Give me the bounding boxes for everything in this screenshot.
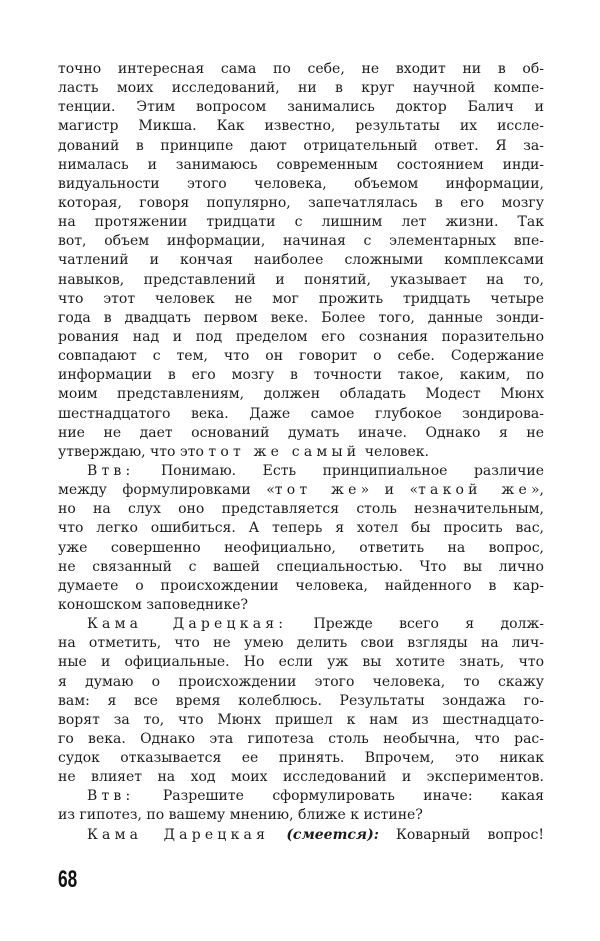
text-run: что этот человек не мог прожить тридцать четыре <box>58 290 544 307</box>
text-run: утверждаю, что это <box>58 443 209 460</box>
text-line <box>58 539 544 558</box>
text-line <box>58 596 544 615</box>
spaced-emphasis: тот же <box>274 482 361 499</box>
text-run: не связанный с вашей специальностью. Что вы лично <box>58 558 544 575</box>
text-run: рования над и под пределом его сознания поразительно <box>58 328 544 345</box>
text-run: судок отказывается ее принять. Впрочем, это никак <box>58 750 544 767</box>
spaced-emphasis: такой же <box>418 482 531 499</box>
text-line <box>58 558 544 577</box>
text-line <box>58 137 544 156</box>
text-run: между формулировками « <box>58 482 275 499</box>
text-run: что легко ошибиться. А теперь я хотел бы просить вас, <box>58 520 544 537</box>
text-line <box>58 730 544 749</box>
text-run: ные и официальные. Но если уж вы хотите знать, что <box>58 654 544 671</box>
text-line <box>58 79 544 98</box>
page-number: 68 <box>58 866 78 893</box>
text-run: ворят за то, что Мюнх пришел к нам из шестнадцато- <box>58 711 544 728</box>
text-run: на отметить, что не умею делить свои взгляды на лич- <box>58 635 544 652</box>
text-run: ние не дает оснований думать иначе. Однако я не <box>58 424 544 441</box>
text-run: из гипотез, по вашему мнению, ближе к истине? <box>58 807 423 824</box>
text-run: уже совершенно неофициально, ответить на вопрос, <box>58 539 544 556</box>
text-line <box>58 366 544 385</box>
text-line <box>58 117 544 136</box>
text-line <box>58 711 544 730</box>
text-line <box>58 481 544 500</box>
text-run: но на слух оно представляется столь незначительным, <box>58 501 544 518</box>
text-run: дований в принципе дают отрицательный ответ. Я за- <box>58 137 544 154</box>
text-run: вот, объем информации, начиная с элементарных впе- <box>58 233 544 250</box>
text-line <box>58 98 544 117</box>
text-line <box>58 309 544 328</box>
text-line <box>58 826 544 845</box>
text-line <box>58 519 544 538</box>
text-line <box>58 290 544 309</box>
spaced-emphasis: Втв: <box>87 788 135 805</box>
text-line <box>58 692 544 711</box>
text-run: », <box>530 482 544 499</box>
text-line <box>58 673 544 692</box>
italic-stage-direction: (смеется): <box>286 826 379 843</box>
text-run: не влияет на ход моих исследований и экспериментов. <box>58 769 544 786</box>
text-run: моим представлениям, должен обладать Модест Мюнх <box>58 386 544 403</box>
text-run: совпадают с тем, что он говорит о себе. Содержание <box>58 348 544 365</box>
text-line <box>58 271 544 290</box>
text-line <box>58 577 544 596</box>
text-run: информации в его мозгу в точности такое, каким, по <box>58 367 544 384</box>
text-run: шестнадцатого века. Даже самое глубокое зондирова- <box>58 405 544 422</box>
text-line <box>58 768 544 787</box>
text-line <box>58 175 544 194</box>
text-run: на протяжении тридцати с лишним лет жизни. Так <box>58 214 544 231</box>
text-line <box>58 749 544 768</box>
text-line <box>58 405 544 424</box>
text-run: точно интересная сама по себе, не входит ни в об- <box>58 61 544 77</box>
text-line <box>58 328 544 347</box>
text-run: Прежде всего я долж- <box>287 616 544 633</box>
text-run: Разрешите сформулировать иначе: какая <box>134 788 544 805</box>
text-run: навыков, представлений и понятий, указывает на то, <box>58 271 544 288</box>
spaced-emphasis: тот же самый <box>208 443 361 460</box>
spaced-emphasis: Кама Дарецкая <box>87 826 270 843</box>
text-run: коношском заповеднике? <box>58 596 249 613</box>
text-run: ласть моих исследований, ни в круг научной компе- <box>58 80 544 97</box>
spaced-emphasis: Втв: <box>87 462 135 479</box>
text-line <box>58 787 544 806</box>
text-line <box>58 424 544 443</box>
text-line <box>58 194 544 213</box>
text-line <box>58 251 544 270</box>
text-line <box>58 156 544 175</box>
text-run: которая, говоря популярно, запечатлялась в его мозгу <box>58 194 544 211</box>
text-line <box>58 634 544 653</box>
text-run: видуальности этого человека, объемом информации, <box>58 175 544 192</box>
text-line <box>58 443 544 462</box>
text-line <box>58 500 544 519</box>
text-line <box>58 213 544 232</box>
text-line <box>58 653 544 672</box>
text-line <box>58 347 544 366</box>
book-page-text <box>58 60 544 845</box>
text-line <box>58 462 544 481</box>
text-run: нималась и занимаюсь современным состоянием инди- <box>58 156 544 173</box>
text-run: человек. <box>360 443 430 460</box>
text-run: я думаю о происхождении этого человека, то скажу <box>58 673 544 690</box>
text-line <box>58 385 544 404</box>
text-run: магистр Микша. Как известно, результаты их иссле- <box>58 118 544 135</box>
text-line <box>58 615 544 634</box>
text-run: года в двадцать первом веке. Более того, данные зонди- <box>58 309 544 326</box>
text-line <box>58 60 544 79</box>
text-run: Коварный вопрос! <box>378 826 544 843</box>
text-line <box>58 806 544 825</box>
spaced-emphasis: Кама Дарецкая: <box>87 616 288 633</box>
text-run <box>269 827 286 843</box>
text-run: думаете о происхождении человека, найденного в кар- <box>58 577 544 594</box>
text-run: вам: я все время колеблюсь. Результаты зондажа го- <box>58 692 544 709</box>
text-run: » и « <box>360 482 419 499</box>
text-run: чатлений и кончая наиболее сложными комплексами <box>58 252 544 269</box>
text-run: Понимаю. Есть принципиальное различие <box>134 462 544 479</box>
text-line <box>58 232 544 251</box>
text-run: тенции. Этим вопросом занимались доктор Балич и <box>58 99 544 116</box>
text-run: го века. Однако эта гипотеза столь необычна, что рас- <box>58 730 544 747</box>
